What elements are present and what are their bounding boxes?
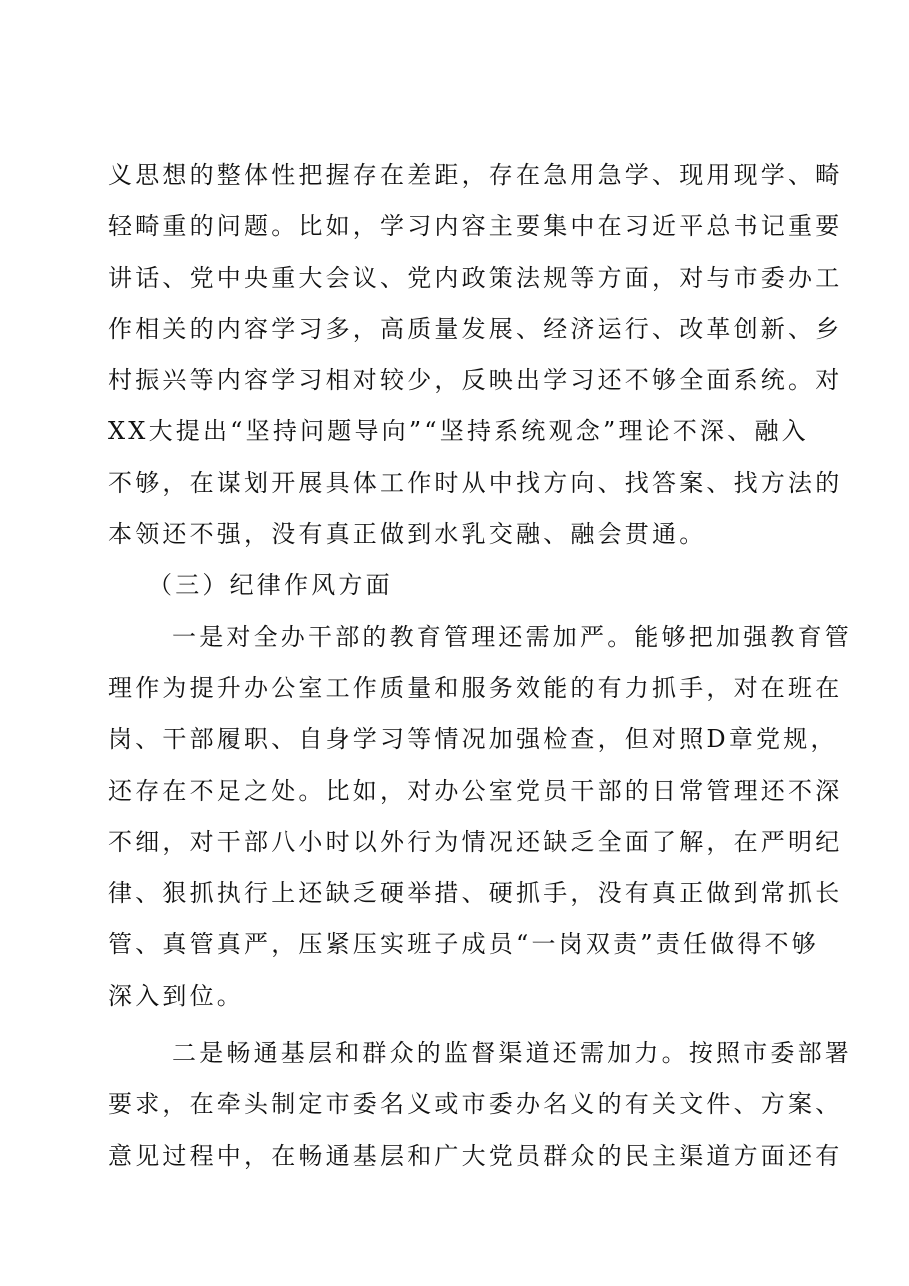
text-line: 管、真管真严，压紧压实班子成员“一岗双责”责任做得不够 [108,930,819,959]
text-line: 讲话、党中央重大会议、党内政策法规等方面，对与市委办工 [108,263,843,292]
paragraph-first-line: 二是畅通基层和群众的监督渠道还需加力。按照市委部署 [172,1039,852,1068]
text-line: 深入到位。 [108,981,244,1010]
paragraph-first-line: 一是对全办干部的教育管理还需加严。能够把加强教育管 [172,622,852,651]
text-line: 本领还不强，没有真正做到水乳交融、融会贯通。 [108,520,707,549]
text-line: XX大提出“坚持问题导向”“坚持系统观念”理论不深、融入 [108,417,809,446]
text-line: 义思想的整体性把握存在差距，存在急用急学、现用现学、畸 [108,161,843,189]
text-line: 理作为提升办公室工作质量和服务效能的有力抓手，对在班在 [108,673,843,702]
text-line: 不细，对干部八小时以外行为情况还缺乏全面了解，在严明纪 [108,827,843,856]
text-line: 村振兴等内容学习相对较少，反映出学习还不够全面系统。对 [108,366,843,395]
text-line: 轻畸重的问题。比如，学习内容主要集中在习近平总书记重要 [108,212,843,241]
text-line: 作相关的内容学习多，高质量发展、经济运行、改革创新、乡 [108,314,843,343]
text-line: 还存在不足之处。比如，对办公室党员干部的日常管理还不深 [108,776,843,805]
text-line: 要求，在牵头制定市委名义或市委办名义的有关文件、方案、 [108,1090,843,1119]
text-line: 律、狠抓执行上还缺乏硬举措、硬抓手，没有真正做到常抓长 [108,879,843,908]
section-heading: （三）纪律作风方面 [148,571,393,600]
text-line: 不够，在谋划开展具体工作时从中找方向、找答案、找方法的 [108,468,843,497]
text-line: 意见过程中，在畅通基层和广大党员群众的民主渠道方面还有 [108,1141,843,1170]
text-line: 岗、干部履职、自身学习等情况加强检查，但对照D章党规， [108,725,838,754]
body-text [108,150,852,1182]
